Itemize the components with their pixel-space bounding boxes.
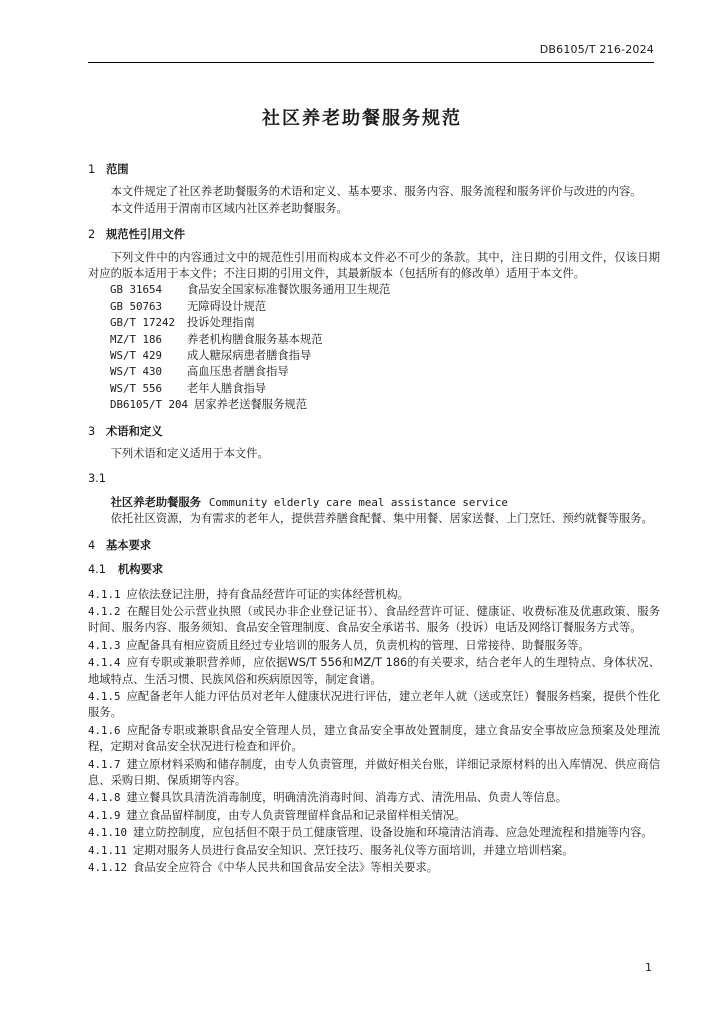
clause-number: 4.1.12 [88, 861, 128, 875]
document-body [88, 158, 660, 877]
reference-code: DB6105/T 204 [110, 398, 189, 412]
clause-text: 食品安全应符合《中华人民共和国食品安全法》等相关要求。 [133, 861, 439, 875]
clause-text: 建立原材料采购和储存制度，由专人负责管理，并做好相关台账，详细记录原材料的出入库情况、供应商信息、采购日期、保质期等内容。 [88, 757, 660, 787]
clause-text: 在醒目处公示营业执照（或民办非企业登记证书）、食品经营许可证、健康证、收费标准及优惠政策、服务时间、服务内容、服务须知、食品安全管理制度、食品安全承诺书、服务（投诉）电话及网络订餐服务方式等。 [88, 604, 660, 635]
reference-name: 投诉处理指南 [187, 316, 255, 330]
reference-code: WS/T 556 [110, 381, 163, 395]
paragraph: 下列术语和定义适用于本文件。 [110, 447, 269, 461]
clause-item [88, 689, 660, 722]
clause-text: 应配备老年人能力评估员对老年人健康状况进行评估，建立老年人就（送或烹饪）餐服务档案，提供个性化服务。 [88, 689, 660, 720]
clause-text: 应有专职或兼职营养师，应依据WS/T 556和MZ/T 186的有关要求，结合老年人的生理特点、身体状况、地域特点、生活习惯、民族风俗和疾病原因等，制定食谱。 [88, 656, 660, 686]
section-heading [88, 538, 660, 554]
clause-text: 建立食品留样制度，由专人负责管理留样食品和记录留样相关情况。 [126, 808, 466, 822]
clause-number: 4.1.6 [88, 723, 121, 737]
section-number: 3 [88, 424, 96, 438]
reference-name: 居家养老送餐服务规范 [194, 398, 307, 412]
clause-item [88, 843, 660, 859]
section-heading [88, 227, 660, 243]
clause-number: 4.1.1 [88, 587, 121, 601]
reference-code: GB 31654 [110, 283, 163, 297]
reference-name: 无障碍设计规范 [187, 299, 267, 313]
section-number: 1 [88, 163, 96, 176]
term-chinese: 社区养老助餐服务 [110, 495, 201, 509]
reference-item [110, 282, 660, 298]
clause-item [88, 604, 660, 637]
section-title: 术语和定义 [106, 424, 163, 438]
header-rule [88, 62, 654, 63]
reference-code: WS/T 429 [110, 349, 163, 363]
clause-item [88, 587, 660, 603]
term-definition: 依托社区资源，为有需求的老年人，提供营养膳食配餐、集中用餐、居家送餐、上门烹饪、预约就餐等服务。 [110, 512, 653, 526]
reference-code: GB 50763 [110, 299, 163, 313]
paragraph: 本文件规定了社区养老助餐服务的术语和定义、基本要求、服务内容、服务流程和服务评价与改进的内容。 [110, 185, 642, 199]
clause-number: 4.1.5 [88, 689, 121, 703]
reference-item [110, 381, 660, 397]
clause-number: 4.1.10 [88, 826, 128, 840]
clause-item [88, 825, 660, 841]
section-heading [88, 424, 660, 440]
clause-item [88, 860, 660, 876]
clause-item [88, 808, 660, 824]
reference-item [110, 299, 660, 315]
clause-text: 建立餐具饮具清洗消毒制度，明确清洗消毒时间、消毒方式、清洗用品、负责人等信息。 [126, 791, 568, 805]
clause-text: 应配备具有相应资质且经过专业培训的服务人员，负责机构的管理、日常接待、助餐服务等。 [126, 638, 590, 652]
clause-item [88, 655, 660, 688]
term-number: 3.1 [88, 471, 106, 485]
clause-text: 定期对服务人员进行食品安全知识、烹饪技巧、服务礼仪等方面培训，并建立培训档案。 [133, 843, 574, 857]
reference-name: 养老机构膳食服务基本规范 [187, 332, 323, 346]
clause-item [88, 757, 660, 790]
reference-code: GB/T 17242 [110, 316, 176, 330]
paragraph: 下列文件中的内容通过文中的规范性引用而构成本文件必不可少的条款。其中，注日期的引用文件，仅该日期对应的版本适用于本文件；不注日期的引用文件，其最新版本（包括所有的修改单）适用于本文件。 [88, 250, 660, 281]
term-entry [88, 495, 660, 511]
clause-number: 4.1.2 [88, 604, 121, 618]
reference-item [110, 364, 660, 380]
clause-item [88, 790, 660, 806]
reference-name: 老年人膳食指导 [187, 381, 267, 395]
clause-text: 应依法登记注册，持有食品经营许可证的实体经营机构。 [126, 587, 409, 601]
term-english: Community elderly care meal assistance service [208, 495, 508, 509]
section-title: 基本要求 [106, 538, 152, 552]
clause-item [88, 723, 660, 756]
clause-number: 4.1.9 [88, 808, 121, 822]
page-title: 社区养老助餐服务规范 [262, 108, 462, 129]
clause-number: 4.1.7 [88, 757, 121, 771]
document-number: DB6105/T 216-2024 [539, 43, 654, 56]
reference-name: 成人糖尿病患者膳食指导 [187, 349, 312, 363]
clause-text: 应配备专职或兼职食品安全管理人员，建立食品安全事故处置制度，建立食品安全事故应急预案及处理流程，定期对食品安全状况进行检查和评价。 [88, 723, 660, 754]
reference-code: WS/T 430 [110, 365, 163, 379]
page-number: 1 [645, 961, 652, 974]
section-number: 4 [88, 538, 96, 552]
clause-number: 4.1.8 [88, 791, 121, 805]
clause-number: 4.1.3 [88, 638, 121, 652]
reference-name: 食品安全国家标准餐饮服务通用卫生规范 [187, 283, 391, 297]
section-title: 范围 [106, 163, 129, 176]
paragraph: 本文件适用于渭南市区域内社区养老助餐服务。 [110, 201, 348, 215]
clause-text: 建立防控制度，应包括但不限于员工健康管理、设备设施和环境清洁消毒、应急处理流程和措施等内容。 [133, 826, 653, 840]
reference-item [110, 397, 660, 413]
reference-item [110, 332, 660, 348]
clause-number: 4.1.11 [88, 843, 128, 857]
reference-item [110, 348, 660, 364]
section-heading [88, 162, 660, 178]
subsection-title: 机构要求 [117, 563, 164, 577]
reference-item [110, 315, 660, 331]
section-number: 2 [88, 228, 96, 242]
clause-item [88, 638, 660, 654]
clause-number: 4.1.4 [88, 656, 121, 670]
subsection-number: 4.1 [88, 563, 106, 577]
subsection-heading [88, 562, 660, 578]
reference-code: MZ/T 186 [110, 332, 163, 346]
section-title: 规范性引用文件 [106, 228, 186, 242]
reference-name: 高血压患者膳食指导 [187, 365, 289, 379]
